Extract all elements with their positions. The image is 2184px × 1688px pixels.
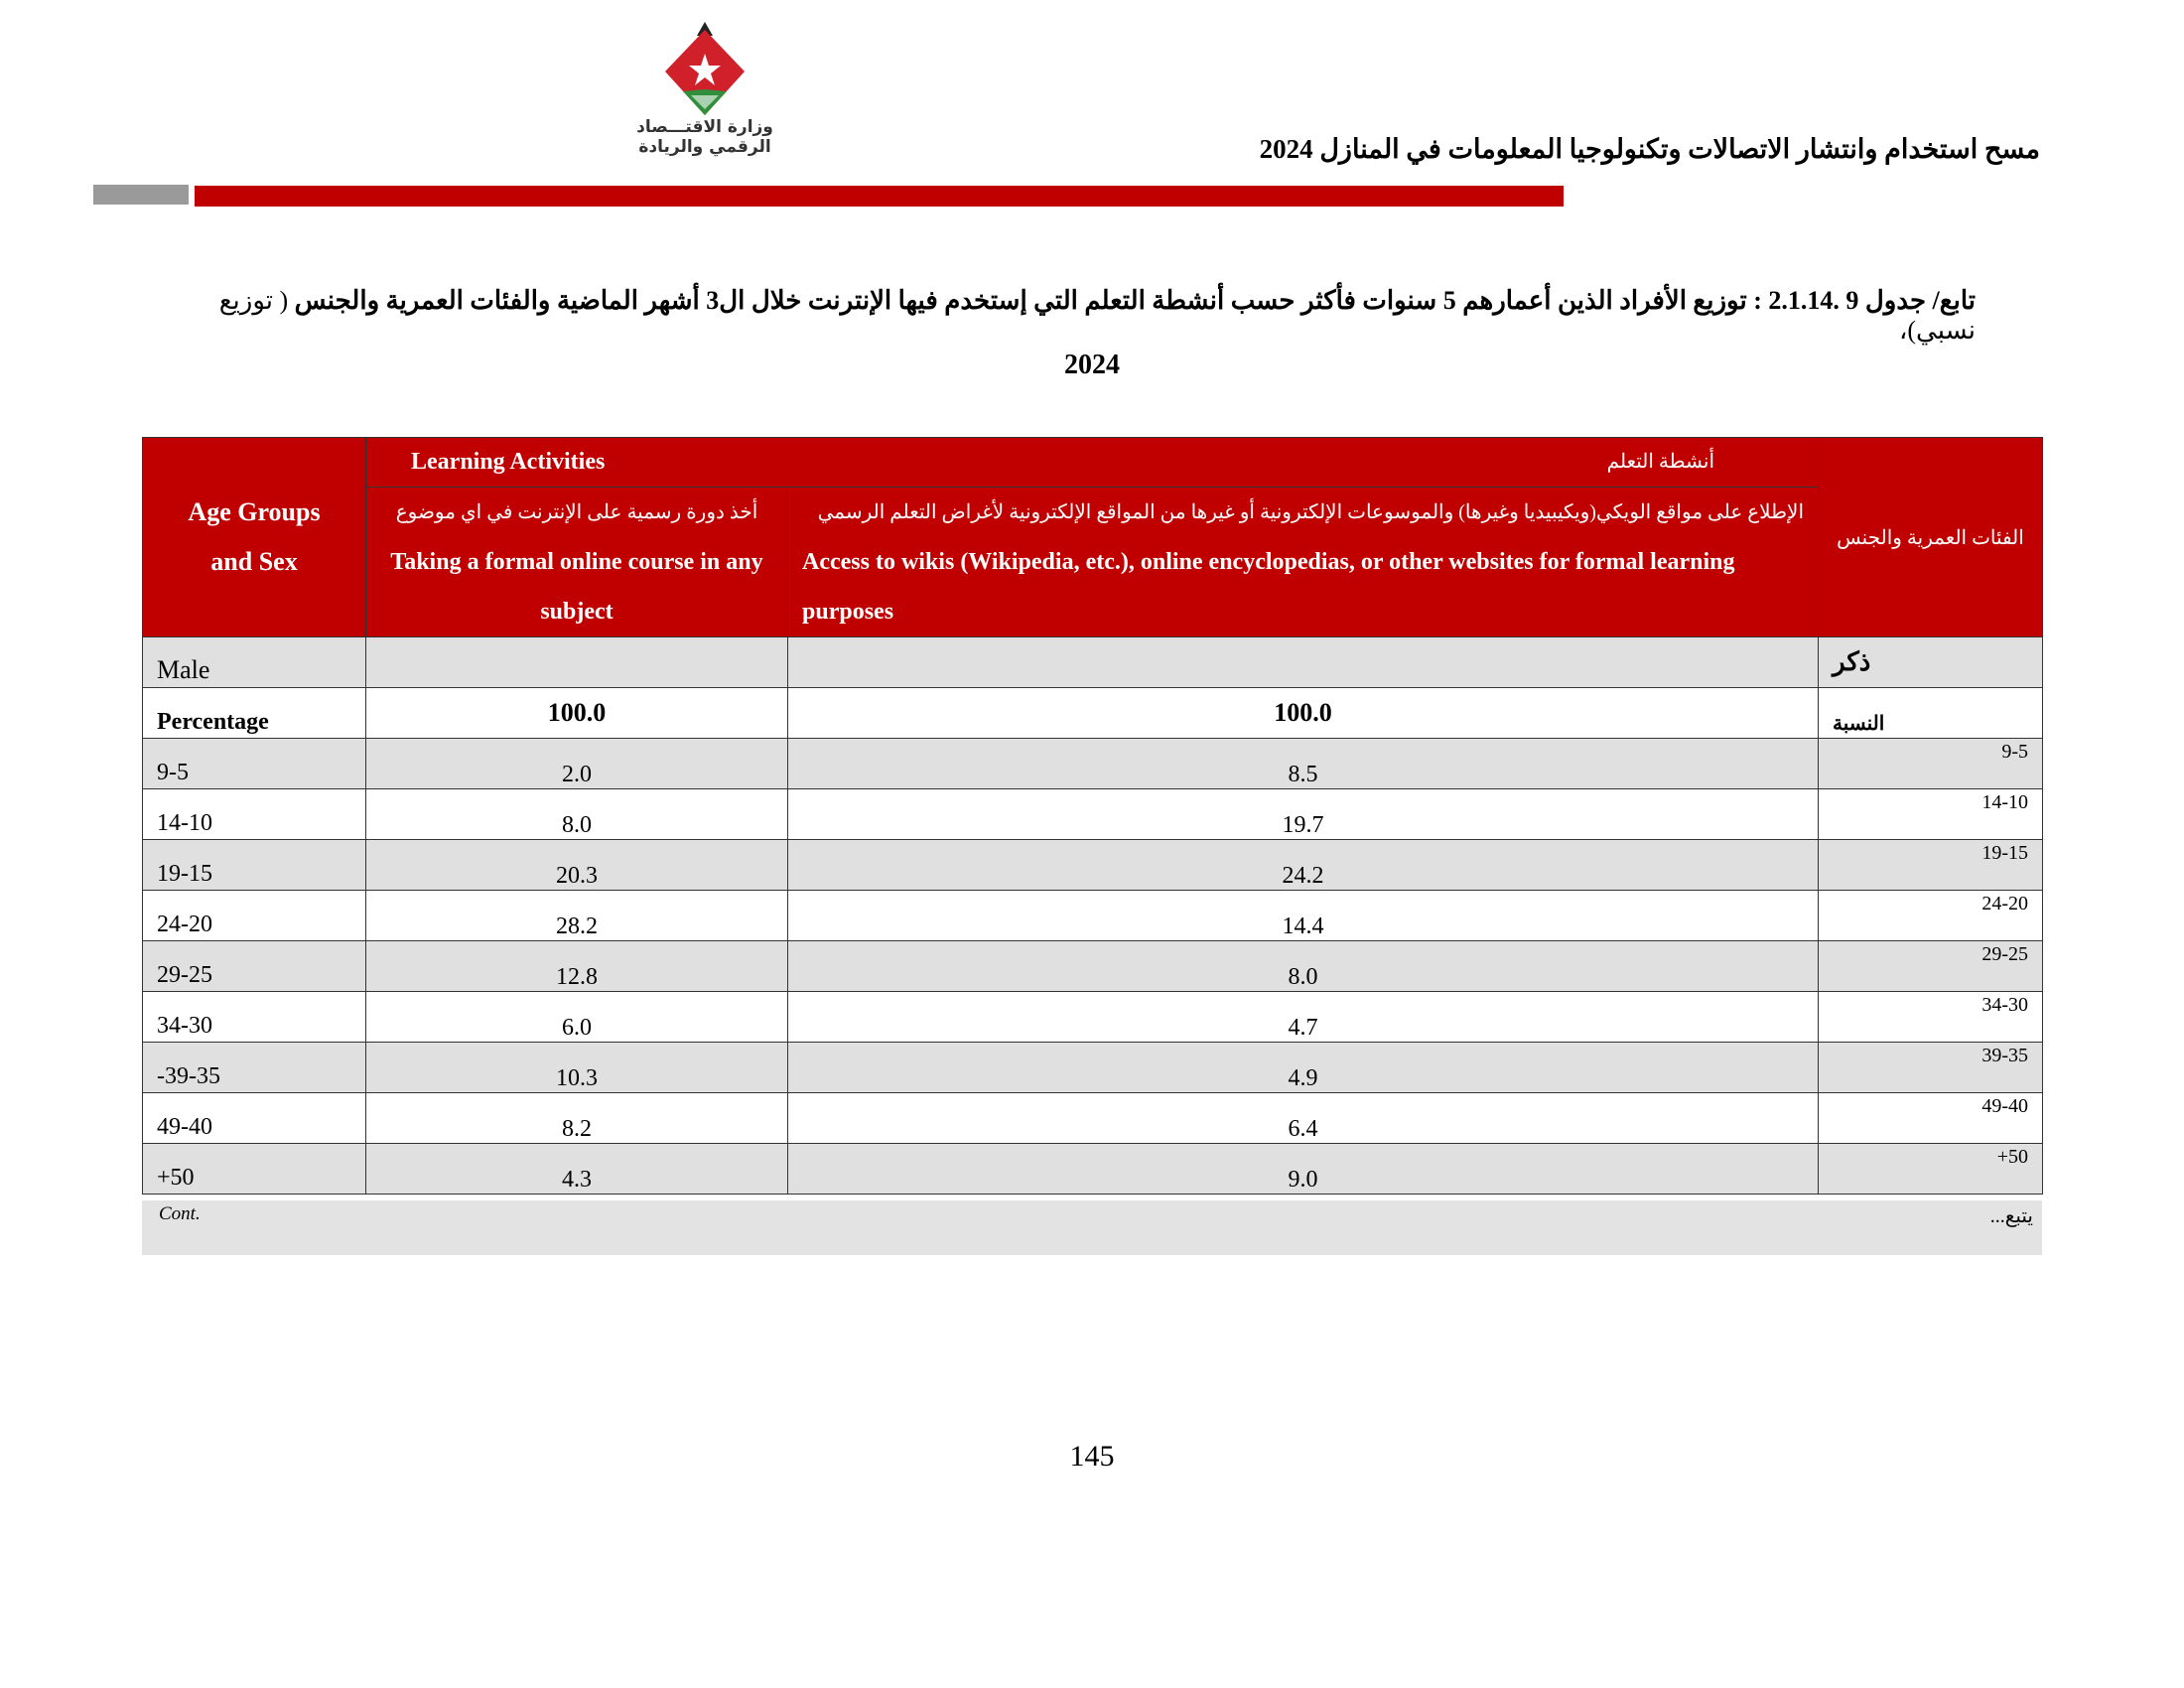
cell-value: 19.7 bbox=[788, 789, 1819, 840]
cell-value: 4.9 bbox=[788, 1043, 1819, 1093]
age-group-label: 9-5 bbox=[143, 739, 366, 789]
age-group-label: 19-15 bbox=[143, 840, 366, 891]
cell-value: 24.2 bbox=[788, 840, 1819, 891]
header-bar-gray bbox=[93, 185, 189, 205]
age-group-label: 49-40 bbox=[143, 1093, 366, 1144]
cell-value: 12.8 bbox=[366, 941, 788, 992]
table-row bbox=[143, 992, 2043, 1043]
age-group-label-ar: 39-35 bbox=[1819, 1043, 2043, 1093]
learning-activities-header: Learning Activities أنشطة التعلم bbox=[366, 438, 1819, 488]
age-group-label: 34-30 bbox=[143, 992, 366, 1043]
table-row bbox=[143, 941, 2043, 992]
document-title: مسح استخدام وانتشار الاتصالات وتكنولوجيا المعلومات في المنازل 2024 bbox=[1259, 134, 2040, 164]
section-row-male bbox=[143, 637, 2043, 688]
continued-label: Cont. bbox=[159, 1203, 201, 1224]
col2-header: الإطلاع على مواقع الويكي(ويكيبيديا وغيرها) والموسوعات الإلكترونية أو غيرها من المواقع الإلكترونية لأغراض التعلم الرسمي Access to wikis (Wikipedia, etc.), online encyclopedias, or other websites for formal learning purposes bbox=[788, 488, 1819, 637]
cell-value: 8.0 bbox=[366, 789, 788, 840]
header-bar-red bbox=[195, 186, 1564, 207]
continuation-footer bbox=[142, 1200, 2042, 1255]
section-label: Male bbox=[143, 637, 366, 688]
table-row bbox=[143, 1093, 2043, 1144]
cell-value: 4.3 bbox=[366, 1144, 788, 1195]
cell-value: 9.0 bbox=[788, 1144, 1819, 1195]
table-year: 2024 bbox=[1064, 350, 1120, 380]
age-group-label-ar: 9-5 bbox=[1819, 739, 2043, 789]
table-row bbox=[143, 1144, 2043, 1195]
age-groups-header: Age Groups and Sex bbox=[143, 438, 366, 637]
col1-header: أخذ دورة رسمية على الإنترنت في اي موضوع Taking a formal online course in any subject bbox=[366, 488, 788, 637]
continued-label-ar: يتبع... bbox=[1989, 1205, 2033, 1227]
cell-value: 10.3 bbox=[366, 1043, 788, 1093]
logo-text: وزارة الاقتـــصاد الرقمي والريادة bbox=[636, 117, 773, 157]
row-label-ar: النسبة bbox=[1819, 688, 2043, 739]
cell-value: 8.2 bbox=[366, 1093, 788, 1144]
cell-value: 100.0 bbox=[788, 688, 1819, 739]
age-groups-header-ar: الفئات العمرية والجنس bbox=[1819, 438, 2043, 637]
percentage-row bbox=[143, 688, 2043, 739]
age-group-label: 14-10 bbox=[143, 789, 366, 840]
table-row bbox=[143, 840, 2043, 891]
cell-value: 100.0 bbox=[366, 688, 788, 739]
age-group-label-ar: 24-20 bbox=[1819, 891, 2043, 941]
age-group-label: -39-35 bbox=[143, 1043, 366, 1093]
cell-value: 6.0 bbox=[366, 992, 788, 1043]
age-group-label: 29-25 bbox=[143, 941, 366, 992]
row-label: Percentage bbox=[143, 688, 366, 739]
cell-value: 6.4 bbox=[788, 1093, 1819, 1144]
cell-value: 8.5 bbox=[788, 739, 1819, 789]
age-group-label-ar: 49-40 bbox=[1819, 1093, 2043, 1144]
table-row bbox=[143, 891, 2043, 941]
cell-value: 14.4 bbox=[788, 891, 1819, 941]
table-row bbox=[143, 1043, 2043, 1093]
table-row bbox=[143, 789, 2043, 840]
age-group-label-ar: 19-15 bbox=[1819, 840, 2043, 891]
cell-value: 4.7 bbox=[788, 992, 1819, 1043]
age-group-label-ar: 14-10 bbox=[1819, 789, 2043, 840]
age-group-label-ar: 34-30 bbox=[1819, 992, 2043, 1043]
cell-value: 28.2 bbox=[366, 891, 788, 941]
table-title: تابع/ جدول 9 .2.1.14 : توزيع الأفراد الذين أعمارهم 5 سنوات فأكثر حسب أنشطة التعلم التي إستخدم فيها الإنترنت خلال ال3 أشهر الماضية والفئات العمرية والجنس ( توزيع نسبي)، bbox=[218, 286, 1976, 345]
data-table bbox=[142, 437, 2043, 1195]
table-row bbox=[143, 739, 2043, 789]
page-number: 145 bbox=[1069, 1440, 1115, 1473]
cell-value: 8.0 bbox=[788, 941, 1819, 992]
section-label-ar: ذكر bbox=[1819, 637, 2043, 688]
age-group-label: +50 bbox=[143, 1144, 366, 1195]
age-group-label-ar: +50 bbox=[1819, 1144, 2043, 1195]
age-group-label: 24-20 bbox=[143, 891, 366, 941]
cell-value: 2.0 bbox=[366, 739, 788, 789]
age-group-label-ar: 29-25 bbox=[1819, 941, 2043, 992]
cell-value: 20.3 bbox=[366, 840, 788, 891]
